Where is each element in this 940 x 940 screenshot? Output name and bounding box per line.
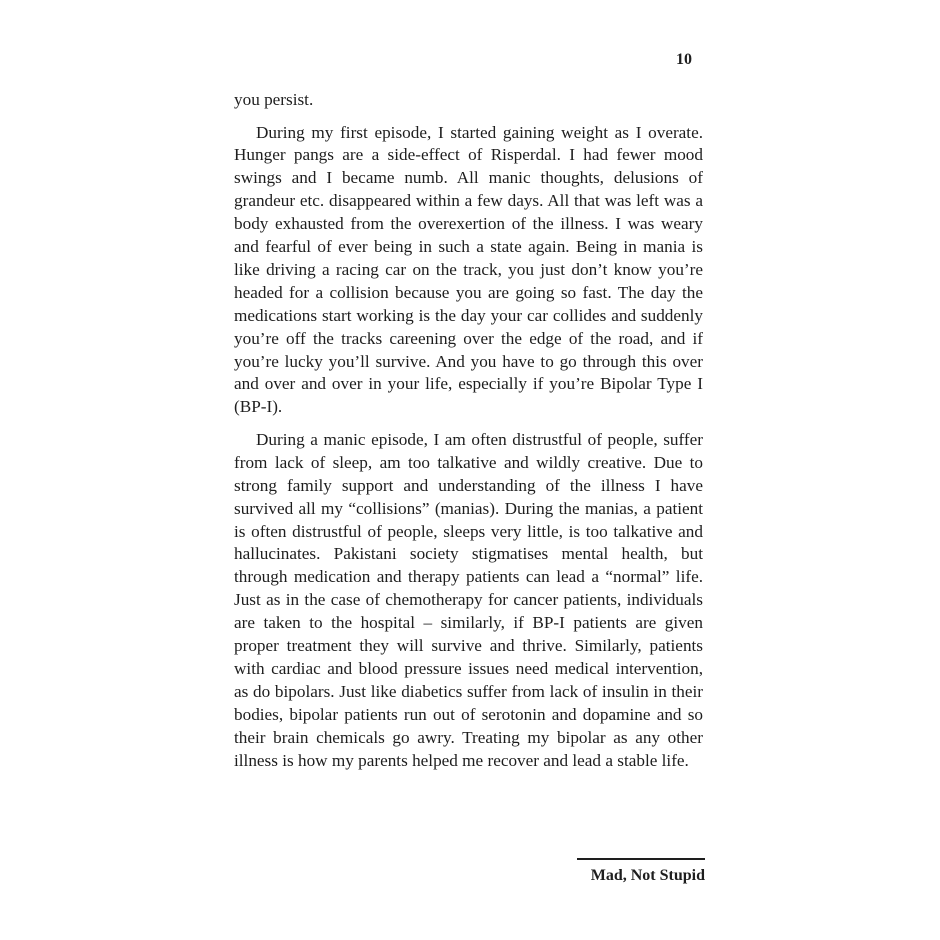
paragraph-first-episode: During my first episode, I started gaining weight as I overate. Hunger pangs are a side-effect of Risperdal. I had fewer mood swings and I became numb. All manic thoughts, delusions of grandeur etc. disappeared within a few days. All that was left was a body exhausted from the overexertion of the illness. I was weary and fearful of ever being in such a state again. Being in mania is like driving a racing car on the track, you just don’t know you’re headed for a collision because you are going so fast. The day the medications start working is the day your car collides and suddenly you’re off the tracks careening over the edge of the road, and if you’re lucky you’ll survive. And you have to go through this over and over and over in your life, especially if you’re Bipolar Type I (BP-I). <box>234 122 703 417</box>
body-text <box>234 89 703 782</box>
page-number: 10 <box>676 51 692 68</box>
footer-book-title: Mad, Not Stupid <box>590 867 705 884</box>
footer-rule <box>577 858 705 860</box>
paragraph-manic-episode: During a manic episode, I am often distrustful of people, suffer from lack of sleep, am too talkative and wildly creative. Due to strong family support and understanding of the illness I have survived all my “collisions” (manias). During the manias, a patient is often distrustful of people, sleeps very little, is too talkative and hallucinates. Pakistani society stigmatises mental health, but through medication and therapy patients can lead a “normal” life. Just as in the case of chemotherapy for cancer patients, individuals are taken to the hospital – similarly, if BP-I patients are given proper treatment they will survive and thrive. Similarly, patients with cardiac and blood pressure issues need medical intervention, as do bipolars. Just like diabetics suffer from lack of insulin in their bodies, bipolar patients run out of serotonin and dopamine and so their brain chemicals go awry. Treating my bipolar as any other illness is how my parents helped me recover and lead a stable life. <box>234 429 703 770</box>
paragraph-continuation: you persist. <box>234 90 314 109</box>
